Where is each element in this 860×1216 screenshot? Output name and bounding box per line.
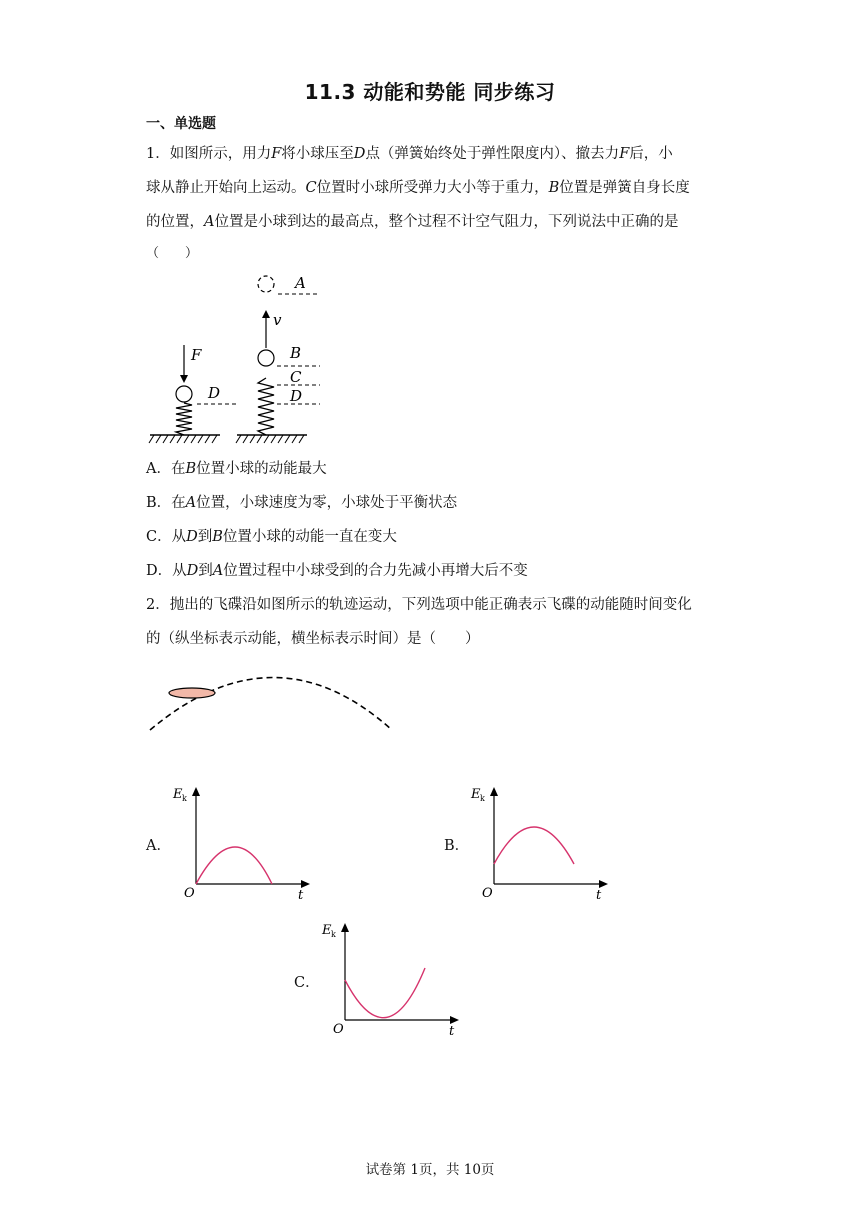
option-c-label[interactable]: C． [294, 975, 320, 991]
option-b-label[interactable]: B． [444, 838, 470, 854]
graph-c[interactable] [317, 916, 467, 1038]
frisbee-trajectory-diagram [140, 655, 410, 740]
q2-line-1: 2．抛出的飞碟沿如图所示的轨迹运动，下列选项中能正确表示飞碟的动能随时间变化 [146, 597, 692, 613]
q1-option-d[interactable]: D．从D到A位置过程中小球受到的合力先减小再增大后不变 [146, 563, 528, 579]
position-a-label: A [295, 274, 306, 292]
q1-option-c[interactable]: C．从D到B位置小球的动能一直在变大 [146, 529, 397, 545]
q1-line-3: 的位置，A位置是小球到达的最高点，整个过程不计空气阻力，下列说法中正确的是 [146, 214, 679, 230]
graph-a-curve [196, 847, 272, 884]
graph-c-xlabel: t [449, 1024, 455, 1038]
force-label: F [191, 346, 202, 364]
spring-ball-diagram [140, 265, 340, 450]
graph-b-ylabel: E [471, 787, 481, 802]
q1-option-a[interactable]: A．在B位置小球的动能最大 [146, 461, 327, 477]
option-a-label[interactable]: A． [146, 838, 171, 854]
position-d-label-left: D [208, 384, 221, 402]
page-footer: 试卷第 1页，共 10页 [365, 1162, 495, 1178]
q1-answer-paren: （ ） [146, 246, 199, 261]
q1-line-2: 球从静止开始向上运动。C位置时小球所受弹力大小等于重力，B位置是弹簧自身长度 [146, 180, 690, 196]
position-d-label-right: D [290, 387, 303, 405]
graph-a-xlabel: t [298, 888, 304, 900]
graph-c-curve [345, 968, 425, 1018]
graph-b-xlabel: t [596, 888, 602, 900]
graph-b[interactable] [466, 780, 616, 900]
graph-c-ylabel: E [322, 923, 332, 938]
q1-line-1: 1．如图所示，用力F将小球压至D点（弹簧始终处于弹性限度内）、撤去力F后，小 [146, 146, 673, 162]
page-title: 11.3 动能和势能 同步练习 [304, 80, 556, 104]
velocity-label: v [273, 311, 282, 329]
graph-c-ysub: k [331, 930, 336, 939]
graph-a-origin: O [184, 886, 195, 900]
frisbee-disc [169, 688, 215, 698]
graph-a-ylabel: E [173, 787, 183, 802]
graph-a-ysub: k [182, 794, 187, 803]
graph-b-curve [494, 827, 574, 864]
q1-option-b[interactable]: B．在A位置，小球速度为零，小球处于平衡状态 [146, 495, 458, 511]
graph-b-ysub: k [480, 794, 485, 803]
position-b-label: B [290, 344, 302, 362]
position-c-label: C [290, 368, 302, 386]
section-heading: 一、单选题 [146, 116, 216, 132]
graph-a[interactable] [168, 780, 318, 900]
graph-b-origin: O [482, 886, 493, 900]
q2-line-2: 的（纵坐标表示动能，横坐标表示时间）是（ ） [146, 631, 480, 647]
graph-c-origin: O [333, 1022, 344, 1037]
